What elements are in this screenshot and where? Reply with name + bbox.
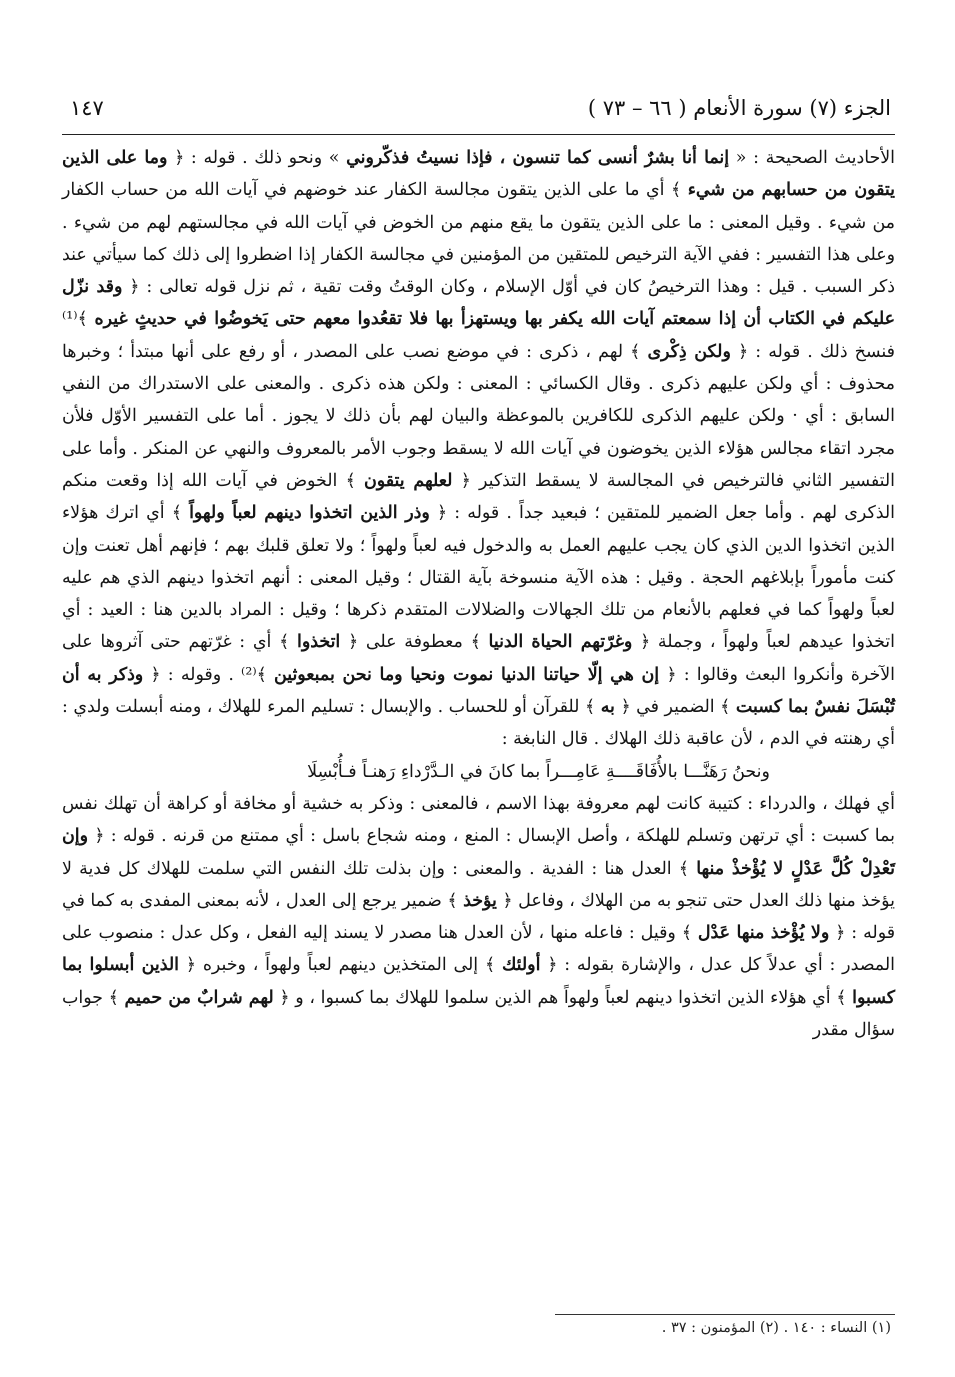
text-segment: أي فهلك ، والدرداء : كتيبة كانت لهم معروفة بهذا الاسم ، فالمعنى : وذكر به خشية أو مخافة أو كراهة أن تهلك نفس بما كسبت : أي ترتهن وتسلم للهلكة ، وأصل الإبسال : المنع ، ومنه شجاع باسل : أي ممتنع من قرنه . قوله : ﴿ [62, 793, 895, 847]
quran-quote: وما على الذين يتقون من حسابهم من شيء [62, 148, 895, 201]
text-segment: ﴾ إلى المتخذين دينهم لعباً ولهواً ، وخبره ﴿ [178, 955, 502, 976]
main-text [62, 142, 895, 1046]
quran-quote: وذر الذين اتخذوا دينهم لعباً ولهواً [189, 503, 430, 524]
page-header [62, 96, 895, 130]
text-segment: ﴾ الضمير في ﴿ [614, 697, 736, 718]
quran-quote: الذين أبسلوا بما كسبوا [62, 955, 895, 1008]
quran-quote: به [600, 697, 615, 718]
quran-quote: لعلهم يتقون [363, 470, 453, 491]
text-segment: ﴾ أي اترك هؤلاء الذين اتخذوا الدين الذي كان يجب عليهم العمل به والدخول فيه لعباً ولهواً ؛ ولا تعلق قلبك بهم ؛ فإنهم أهل تعنت وإن كنت مأموراً بإبلاغهم الحجة . وقيل : هذه الآية منسوخة بآية القتال ؛ وقيل المعنى : أنهم اتخذوا دينهم الذي هم عليه لعباً ولهواً كما في فعلهم بالأنعام من تلك الجهالات والضلالات المتقدم ذكرها ؛ وقيل : المراد بالدين هنا : العيد : أي اتخذوا عيدهم لعباً ولهواً ، وجملة ﴿ [62, 503, 895, 653]
page-number: ١٤٧ [70, 96, 104, 120]
footnote-divider [555, 1314, 895, 1315]
quran-quote: يؤخذ [463, 890, 497, 911]
quran-quote: إنما أنا بشرٌ أنسى كما تنسون ، فإذا نسيتُ فذكّروني [346, 148, 730, 168]
quran-quote: إن هي إلّا حياتنا الدنيا نموت ونحيا وما نحن بمبعوثين [273, 664, 660, 685]
text-segment: ﴾⁽¹⁾ فنسخ ذلك . قوله : ﴿ [62, 309, 895, 362]
text-segment: ﴾ أي : غرّتهم حتى آثروها على الآخرة وأنكروا البعث وقالوا : ﴿ [62, 632, 895, 685]
quran-quote: وإن تَعْدِلْ كُلَّ عَدْلٍ لا يُؤْخذْ منها [62, 826, 895, 879]
paragraph-2 [62, 788, 895, 1046]
text-segment: ﴾ ضمير يرجع إلى العدل ، لأنه بمعنى المفدى به كما في قوله : ﴿ [62, 890, 896, 944]
quran-quote: أولئك [501, 955, 541, 976]
text-segment: » ونحو ذلك . قوله : ﴿ [167, 148, 347, 168]
quran-quote: وقد نزّل عليكم في الكتاب أن إذا سمعتم آيات الله يكفر بها ويستهزأ بها فلا تقعُدوا معهم حتى يَخوضُوا في حديثٍ غيره [62, 277, 895, 330]
text-segment: ﴾ معطوفة على ﴿ [340, 632, 489, 653]
text-segment: ﴾ لهم ، ذكرى : في موضع نصب على المصدر ، أو رفع على أنها مبتدأ ؛ وخبرها محذوف : أي ولكن عليهم ذكرى . وقال الكسائي : المعنى : ولكن هذه ذكرى . والمعنى على الاستدراك من النفي السابق : أي · ولكن عليهم الذكرى للكافرين بالموعظة والبيان لهم بأن ذلك لا يجوز . أما على التفسير الأوّل فلأن مجرد اتقاء مجالس هؤلاء الذين يخوضون في آيات الله لا يسقط وجوب الأمر بالمعروف والنهي عن المنكر . وأما على التفسير الثاني فالترخيص في المجالسة لا يسقط التذكير ﴿ [62, 341, 896, 491]
running-title: الجزء (٧) سورة الأنعام ( ٦٦ – ٧٣ ) [587, 96, 891, 120]
quran-quote: اتخذوا [297, 632, 341, 653]
text-segment: ﴾ للقرآن أو للحساب . والإبسال : تسليم المرء للهلاك ، ومنه أبسلت ولدي : أي رهنته في الدم ، لأن عاقبة ذلك الهلاك . قال النابغة : [62, 697, 895, 750]
poetry-verse: ونحنُ رَهَنَّـــا بالأُفَاقَــــةِ عَامِـــراً بما كانَ في الـدَّرْداءِ رَهنـاً فـأُبْسِلَا [307, 761, 770, 782]
text-segment: ﴾ جواب سؤال مقدر [62, 987, 895, 1041]
text-segment: ﴾ العدل هنا : الفدية . والمعنى : وإن بذلت تلك النفس التي سلمت للهلاك كل فدية لا يؤخذ منها ذلك العدل حتى تنجو به من الهلاك ، وفاعل ﴿ [62, 858, 896, 911]
quran-quote: وغرّتهم الحياة الدنيا [488, 632, 633, 653]
text-segment: ﴾ أي هؤلاء الذين اتخذوا دينهم لعباً ولهواً هم الذين سلموا للهلاك بما كسبوا ، و ﴿ [273, 987, 853, 1008]
text-segment: ﴾⁽²⁾ . وقوله : ﴿ [143, 664, 274, 685]
footnotes: (١) النساء : ١٤٠ . (٢) المؤمنون : ٣٧ . [661, 1320, 891, 1336]
text-segment: ﴾ وقيل : فاعله منها ، لأن العدل هنا مصدر لا يسند إليه الفعل ، وكل عدل : منصوب على المصدر : أي عدلاً كل عدل ، والإشارة بقوله : ﴿ [62, 923, 895, 976]
quran-quote: لهم شرابٌ من حميم [124, 987, 274, 1008]
text-segment: ﴾ أي ما على الذين يتقون مجالسة الكفار عند خوضهم في آيات الله من حساب الكفار من شيء . وقيل المعنى : ما على الذين يتقون ما يقع منهم من الخوض في آيات الله في مجالستهم لهم من شيء . وعلى هذا التفسير : ففي الآية الترخيص للمتقين من المؤمنين في مجالسة الكفار إذا اضطروا إلى ذلك كما سيأتي عند ذكر السبب . قيل : وهذا الترخيصُ كان في أوّل الإسلام ، وكان الوقتُ وقت تقية ، ثم نزل قوله تعالى : ﴿ [62, 180, 895, 298]
quran-quote: وذكر به أن تُبْسَلَ نفسٌ بما كسبت [62, 664, 895, 718]
paragraph-1 [62, 142, 895, 756]
text-segment: ﴾ الخوض في آيات الله إذا وقعت منكم الذكرى لهم . وأما جعل الضمير للمتقين ؛ فبعيد جداً . قوله : ﴿ [62, 470, 895, 524]
text-segment: الأحاديث الصحيحة : « [729, 148, 895, 168]
quran-quote: ولكن ذِكْرى [647, 341, 731, 362]
quran-quote: ولا يُؤْخذ منها عَدْل [697, 923, 830, 944]
header-divider [62, 134, 895, 135]
